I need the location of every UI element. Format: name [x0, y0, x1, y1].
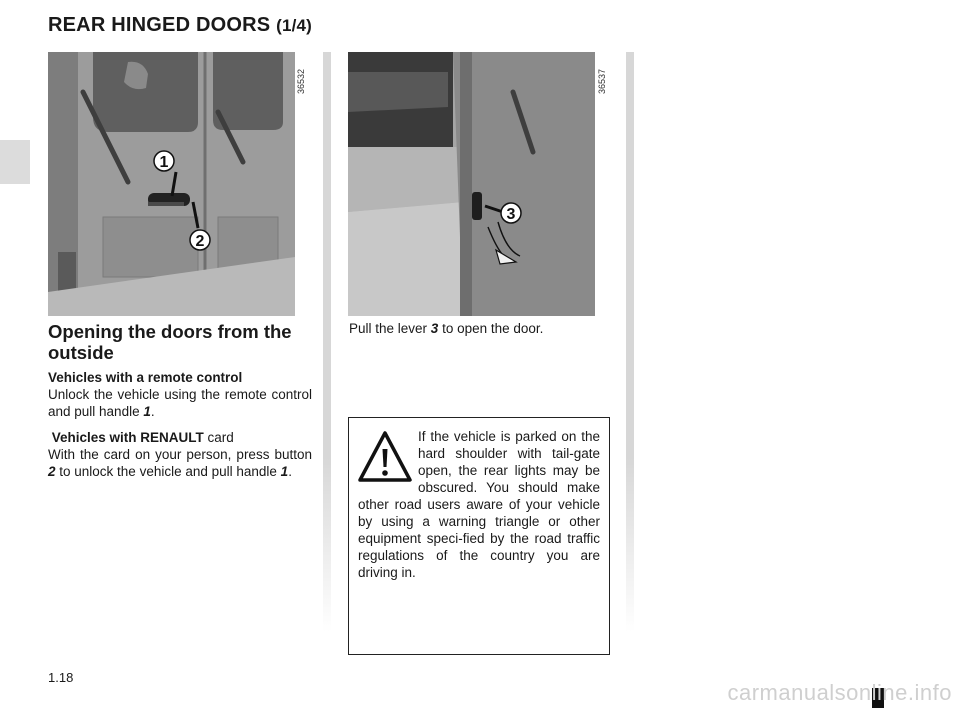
page-title-part: (1/4) [276, 16, 313, 35]
page-number: 1.18 [48, 670, 74, 685]
callout-3: 3 [506, 206, 516, 223]
callout-2: 2 [195, 233, 205, 250]
remote-subheading: Vehicles with a remote control [48, 370, 243, 385]
page-title-main: REAR HINGED DOORS [48, 14, 271, 36]
card-text: With the card on your person, press button [48, 447, 312, 462]
section-heading: Opening the doors from the outside [48, 321, 292, 363]
remote-text: Unlock the vehicle using the remote control and pull handle [48, 387, 312, 419]
button-reference: 2 [48, 464, 56, 479]
warning-triangle-icon [358, 430, 412, 484]
column-divider [323, 52, 331, 632]
handle-reference: 1 [280, 464, 289, 479]
warning-box [348, 417, 610, 655]
callout-1: 1 [159, 154, 169, 171]
handle-reference: 1 [143, 404, 151, 419]
remote-text-end: . [150, 404, 155, 419]
figure-reference-code: 36532 [296, 68, 306, 94]
watermark: carmanualsonline.info [727, 680, 952, 705]
card-subheading-rest: card [203, 430, 234, 445]
page-title [48, 14, 312, 37]
rear-doors-exterior-photo [48, 52, 295, 316]
lever-instruction [349, 320, 543, 337]
section-tab [0, 140, 30, 184]
lever-text: Pull the lever [349, 321, 431, 336]
figure-reference-code: 36537 [597, 68, 607, 94]
lever-reference: 3 [430, 321, 439, 336]
card-text-end: . [288, 464, 292, 479]
door-interior-lever-photo [348, 52, 595, 316]
remote-control-instructions [48, 369, 312, 420]
card-text-continued: to unlock the vehicle and pull handle [55, 464, 281, 479]
card-instructions [48, 429, 312, 480]
card-subheading: Vehicles with RENAULT [51, 430, 204, 445]
column-divider [626, 52, 634, 632]
warning-text: If the vehicle is parked on the hard shoulder with tail-gate open, the rear lights may be obscured. You should make other road users aware of your vehicle by using a warning triangle or other equipment speci-fied by the road traffic regulations of the country you are driving in. [358, 429, 600, 580]
lever-text-end: to open the door. [438, 321, 544, 336]
